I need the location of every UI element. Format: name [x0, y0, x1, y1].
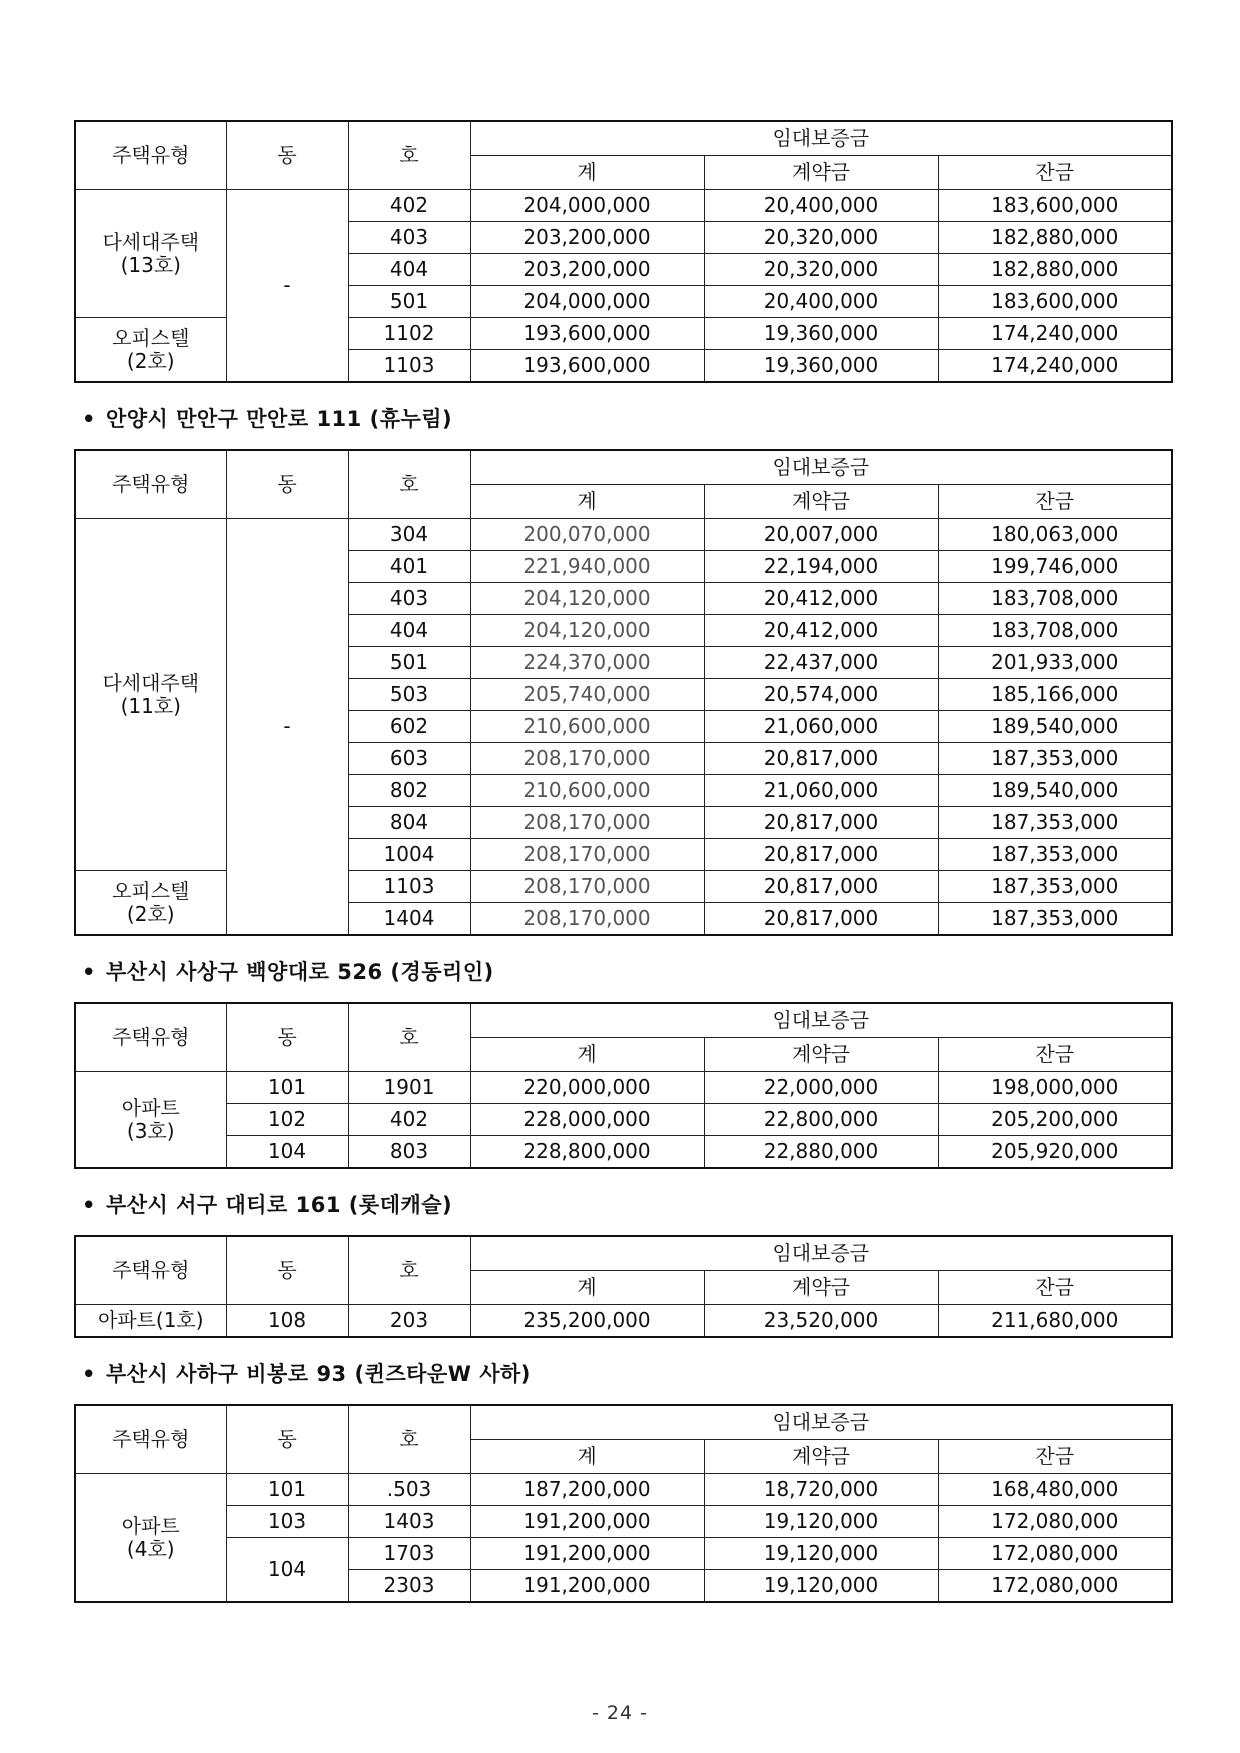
- header-type: 주택유형: [75, 121, 226, 190]
- total-cell: 228,000,000: [470, 1104, 704, 1136]
- ho-cell: 803: [348, 1136, 470, 1169]
- balance-cell: 172,080,000: [938, 1538, 1172, 1570]
- section-address: 부산시 사하구 비봉로 93 (퀸즈타운W 사하): [105, 1362, 531, 1386]
- housing-type-name: 다세대주택: [102, 229, 200, 254]
- ho-cell: 404: [348, 254, 470, 286]
- total-cell: 191,200,000: [470, 1570, 704, 1603]
- contract-cell: 20,817,000: [704, 871, 938, 903]
- section-address: 안양시 만안구 만안로 111 (휴누림): [105, 407, 453, 431]
- ho-cell: 503: [348, 679, 470, 711]
- ho-cell: 403: [348, 583, 470, 615]
- section-title: [82, 1358, 1171, 1388]
- balance-cell: 172,080,000: [938, 1506, 1172, 1538]
- ho-cell: 804: [348, 807, 470, 839]
- header-ho: 호: [348, 121, 470, 190]
- housing-type-name: 오피스텔: [112, 325, 190, 350]
- total-cell: 204,120,000: [470, 583, 704, 615]
- header-deposit: 임대보증금: [470, 121, 1172, 156]
- housing-type-name: 오피스텔: [112, 878, 190, 903]
- contract-cell: 23,520,000: [704, 1305, 938, 1338]
- balance-cell: 205,200,000: [938, 1104, 1172, 1136]
- total-cell: 200,070,000: [470, 519, 704, 551]
- header-balance: 잔금: [938, 485, 1172, 519]
- housing-type-count: (3호): [126, 1118, 175, 1143]
- total-cell: 191,200,000: [470, 1538, 704, 1570]
- balance-cell: 187,353,000: [938, 839, 1172, 871]
- total-cell: 204,000,000: [470, 190, 704, 222]
- contract-cell: 20,817,000: [704, 807, 938, 839]
- housing-type-cell: [75, 190, 226, 318]
- header-ho: 호: [348, 1236, 470, 1305]
- section-title: [82, 403, 1171, 433]
- table-row: [75, 190, 1172, 222]
- header-deposit: 임대보증금: [470, 1236, 1172, 1271]
- header-total: 계: [470, 1440, 704, 1474]
- contract-cell: 20,817,000: [704, 839, 938, 871]
- bullet-icon: •: [82, 407, 96, 431]
- header-total: 계: [470, 1038, 704, 1072]
- ho-cell: 1102: [348, 318, 470, 350]
- housing-type-cell: [75, 1305, 226, 1338]
- ho-cell: 1004: [348, 839, 470, 871]
- header-contract: 계약금: [704, 485, 938, 519]
- header-row: [75, 121, 1172, 156]
- ho-cell: 1901: [348, 1072, 470, 1104]
- contract-cell: 19,120,000: [704, 1570, 938, 1603]
- dong-cell: 101: [226, 1474, 348, 1506]
- contract-cell: 19,360,000: [704, 350, 938, 383]
- header-total: 계: [470, 1271, 704, 1305]
- header-type: 주택유형: [75, 1236, 226, 1305]
- table-row: [75, 1136, 1172, 1169]
- contract-cell: 19,120,000: [704, 1506, 938, 1538]
- ho-cell: 2303: [348, 1570, 470, 1603]
- header-type: 주택유형: [75, 1003, 226, 1072]
- housing-type-count: (4호): [126, 1536, 175, 1561]
- ho-cell: 203: [348, 1305, 470, 1338]
- total-cell: 210,600,000: [470, 711, 704, 743]
- balance-cell: 189,540,000: [938, 711, 1172, 743]
- total-cell: 204,000,000: [470, 286, 704, 318]
- header-row: [75, 450, 1172, 485]
- balance-cell: 174,240,000: [938, 318, 1172, 350]
- contract-cell: 20,817,000: [704, 903, 938, 936]
- ho-cell: 1403: [348, 1506, 470, 1538]
- contract-cell: 21,060,000: [704, 711, 938, 743]
- section-title: [82, 1189, 1171, 1219]
- ho-cell: 501: [348, 647, 470, 679]
- header-dong: 동: [226, 121, 348, 190]
- contract-cell: 22,437,000: [704, 647, 938, 679]
- deposit-table: [74, 120, 1173, 383]
- total-cell: 193,600,000: [470, 318, 704, 350]
- balance-cell: 201,933,000: [938, 647, 1172, 679]
- contract-cell: 22,880,000: [704, 1136, 938, 1169]
- housing-type-count: (2호): [126, 348, 175, 373]
- section-address: 부산시 사상구 백양대로 526 (경동리인): [105, 960, 494, 984]
- header-contract: 계약금: [704, 1038, 938, 1072]
- balance-cell: 199,746,000: [938, 551, 1172, 583]
- balance-cell: 211,680,000: [938, 1305, 1172, 1338]
- ho-cell: 404: [348, 615, 470, 647]
- contract-cell: 21,060,000: [704, 775, 938, 807]
- balance-cell: 172,080,000: [938, 1570, 1172, 1603]
- document-page: [74, 120, 1171, 1603]
- header-balance: 잔금: [938, 1038, 1172, 1072]
- ho-cell: 403: [348, 222, 470, 254]
- housing-type-cell: [75, 519, 226, 871]
- total-cell: 203,200,000: [470, 222, 704, 254]
- total-cell: 203,200,000: [470, 254, 704, 286]
- bullet-icon: •: [82, 1193, 96, 1217]
- header-type: 주택유형: [75, 1405, 226, 1474]
- contract-cell: 19,120,000: [704, 1538, 938, 1570]
- contract-cell: 20,412,000: [704, 583, 938, 615]
- table-row: [75, 1305, 1172, 1338]
- contract-cell: 20,400,000: [704, 286, 938, 318]
- housing-type-cell: [75, 1474, 226, 1603]
- header-type: 주택유형: [75, 450, 226, 519]
- ho-cell: 603: [348, 743, 470, 775]
- deposit-table: [74, 1404, 1173, 1603]
- total-cell: 224,370,000: [470, 647, 704, 679]
- balance-cell: 183,708,000: [938, 583, 1172, 615]
- header-total: 계: [470, 485, 704, 519]
- total-cell: 204,120,000: [470, 615, 704, 647]
- housing-type-name: 아파트: [121, 1513, 180, 1538]
- table-row: [75, 1538, 1172, 1570]
- dong-cell: 104: [226, 1538, 348, 1603]
- housing-type-count: (13호): [120, 252, 181, 277]
- contract-cell: 22,800,000: [704, 1104, 938, 1136]
- contract-cell: 20,574,000: [704, 679, 938, 711]
- ho-cell: 1404: [348, 903, 470, 936]
- total-cell: 228,800,000: [470, 1136, 704, 1169]
- total-cell: 220,000,000: [470, 1072, 704, 1104]
- housing-type-cell: [75, 1072, 226, 1169]
- bullet-icon: •: [82, 1362, 96, 1386]
- ho-cell: 304: [348, 519, 470, 551]
- contract-cell: 22,194,000: [704, 551, 938, 583]
- balance-cell: 168,480,000: [938, 1474, 1172, 1506]
- balance-cell: 187,353,000: [938, 903, 1172, 936]
- header-contract: 계약금: [704, 1271, 938, 1305]
- table-row: [75, 1072, 1172, 1104]
- total-cell: 208,170,000: [470, 871, 704, 903]
- contract-cell: 20,320,000: [704, 222, 938, 254]
- header-deposit: 임대보증금: [470, 450, 1172, 485]
- contract-cell: 20,817,000: [704, 743, 938, 775]
- header-dong: 동: [226, 450, 348, 519]
- total-cell: 221,940,000: [470, 551, 704, 583]
- contract-cell: 18,720,000: [704, 1474, 938, 1506]
- header-deposit: 임대보증금: [470, 1003, 1172, 1038]
- total-cell: 208,170,000: [470, 903, 704, 936]
- header-row: [75, 1236, 1172, 1271]
- header-contract: 계약금: [704, 156, 938, 190]
- header-balance: 잔금: [938, 156, 1172, 190]
- dong-cell: 101: [226, 1072, 348, 1104]
- balance-cell: 205,920,000: [938, 1136, 1172, 1169]
- contract-cell: 20,320,000: [704, 254, 938, 286]
- balance-cell: 198,000,000: [938, 1072, 1172, 1104]
- ho-cell: 501: [348, 286, 470, 318]
- housing-type-name: 다세대주택: [102, 670, 200, 695]
- bullet-icon: •: [82, 960, 96, 984]
- balance-cell: 187,353,000: [938, 807, 1172, 839]
- balance-cell: 187,353,000: [938, 743, 1172, 775]
- deposit-table: [74, 1235, 1173, 1338]
- ho-cell: 401: [348, 551, 470, 583]
- dong-cell: -: [226, 519, 348, 936]
- header-row: [75, 1405, 1172, 1440]
- contract-cell: 20,412,000: [704, 615, 938, 647]
- contract-cell: 22,000,000: [704, 1072, 938, 1104]
- table-row: [75, 1506, 1172, 1538]
- balance-cell: 183,708,000: [938, 615, 1172, 647]
- table-row: [75, 1474, 1172, 1506]
- ho-cell: 802: [348, 775, 470, 807]
- dong-cell: 104: [226, 1136, 348, 1169]
- housing-type-name: 아파트(1호): [97, 1308, 204, 1332]
- section-address: 부산시 서구 대티로 161 (롯데캐슬): [105, 1193, 453, 1217]
- header-row: [75, 1003, 1172, 1038]
- total-cell: 193,600,000: [470, 350, 704, 383]
- header-ho: 호: [348, 450, 470, 519]
- table-row: [75, 1104, 1172, 1136]
- contract-cell: 20,007,000: [704, 519, 938, 551]
- dong-cell: 102: [226, 1104, 348, 1136]
- header-deposit: 임대보증금: [470, 1405, 1172, 1440]
- housing-type-cell: [75, 318, 226, 383]
- ho-cell: 402: [348, 190, 470, 222]
- balance-cell: 174,240,000: [938, 350, 1172, 383]
- balance-cell: 183,600,000: [938, 286, 1172, 318]
- total-cell: 210,600,000: [470, 775, 704, 807]
- balance-cell: 182,880,000: [938, 222, 1172, 254]
- header-dong: 동: [226, 1003, 348, 1072]
- total-cell: 208,170,000: [470, 839, 704, 871]
- section-title: [82, 956, 1171, 986]
- housing-type-count: (11호): [120, 693, 181, 718]
- total-cell: 191,200,000: [470, 1506, 704, 1538]
- ho-cell: 402: [348, 1104, 470, 1136]
- total-cell: 208,170,000: [470, 743, 704, 775]
- housing-type-cell: [75, 871, 226, 936]
- dong-cell: 108: [226, 1305, 348, 1338]
- page-number: - 24 -: [592, 1702, 648, 1724]
- balance-cell: 180,063,000: [938, 519, 1172, 551]
- header-ho: 호: [348, 1405, 470, 1474]
- ho-cell: 1103: [348, 350, 470, 383]
- contract-cell: 20,400,000: [704, 190, 938, 222]
- ho-cell: 602: [348, 711, 470, 743]
- balance-cell: 185,166,000: [938, 679, 1172, 711]
- contract-cell: 19,360,000: [704, 318, 938, 350]
- dong-cell: -: [226, 190, 348, 383]
- balance-cell: 183,600,000: [938, 190, 1172, 222]
- ho-cell: 1703: [348, 1538, 470, 1570]
- header-balance: 잔금: [938, 1271, 1172, 1305]
- total-cell: 235,200,000: [470, 1305, 704, 1338]
- total-cell: 187,200,000: [470, 1474, 704, 1506]
- deposit-table: [74, 1002, 1173, 1169]
- header-ho: 호: [348, 1003, 470, 1072]
- deposit-table: [74, 449, 1173, 936]
- header-contract: 계약금: [704, 1440, 938, 1474]
- header-total: 계: [470, 156, 704, 190]
- balance-cell: 182,880,000: [938, 254, 1172, 286]
- ho-cell: 1103: [348, 871, 470, 903]
- header-dong: 동: [226, 1236, 348, 1305]
- balance-cell: 189,540,000: [938, 775, 1172, 807]
- total-cell: 205,740,000: [470, 679, 704, 711]
- housing-type-count: (2호): [126, 901, 175, 926]
- header-dong: 동: [226, 1405, 348, 1474]
- balance-cell: 187,353,000: [938, 871, 1172, 903]
- dong-cell: 103: [226, 1506, 348, 1538]
- header-balance: 잔금: [938, 1440, 1172, 1474]
- total-cell: 208,170,000: [470, 807, 704, 839]
- housing-type-name: 아파트: [121, 1095, 180, 1120]
- table-row: [75, 519, 1172, 551]
- ho-cell: .503: [348, 1474, 470, 1506]
